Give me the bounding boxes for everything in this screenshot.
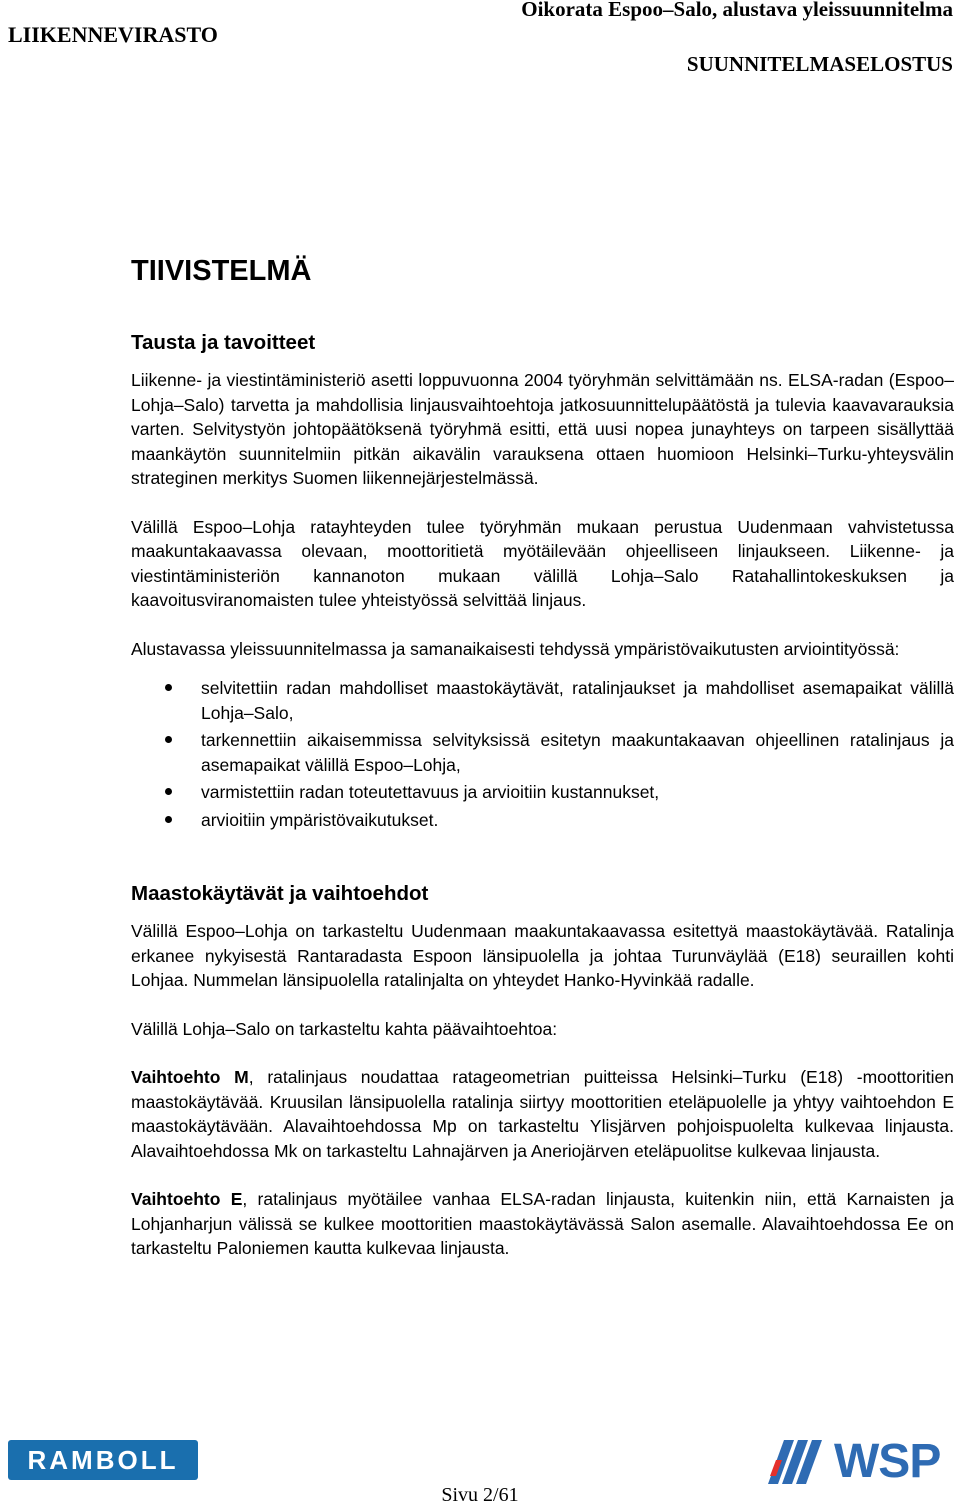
- header-project-title: Oikorata Espoo–Salo, alustava yleissuunnitelma: [521, 0, 953, 21]
- list-item: varmistettiin radan toteutettavuus ja arvioitiin kustannukset,: [131, 780, 954, 805]
- section-heading-background: Tausta ja tavoitteet: [131, 331, 316, 354]
- page-title: TIIVISTELMÄ: [131, 255, 312, 287]
- list-item: tarkennettiin aikaisemmissa selvityksissä esitetyn maakuntakaavan ohjeellinen ratalinjaus ja asemapaikat välillä Espoo–Lohja,: [131, 728, 954, 777]
- paragraph: Alustavassa yleissuunnitelmassa ja samanaikaisesti tehdyssä ympäristövaikutusten arviointityössä:: [131, 638, 900, 659]
- alternative-e-text: , ratalinjaus myötäilee vanhaa ELSA-radan linjausta, kuitenkin niin, että Karnaisten ja Lohjanharjun välissä se kulkee moottoritien maastokäytävässä Salon asemalle. Alavaihtoehdossa Ee on tarkasteltu Paloniemen kautta kulkevaa linjausta.: [131, 1189, 955, 1258]
- paragraph: Liikenne- ja viestintäministeriö asetti loppuvuonna 2004 työryhmän selvittämään ns. ELSA-radan (Espoo–Lohja–Salo) tarvetta ja mahdollisia linjausvaihtoehtoja jatkosuunnittelupäätöstä ja tulevia kaavavarauksia varten. Selvitystyön johtopäätöksenä työryhmä esitti, että uusi nopea junayhteys on tarpeen sisällyttää maankäytön suunnitelmiin pitkän aikavälin varauksena ottaen huomioon Helsinki–Turku-yhteysvälin strateginen merkitys Suomen liikennejärjestelmässä.: [131, 370, 954, 488]
- ramboll-logo: [8, 1440, 198, 1480]
- alternative-m-label: Vaihtoehto M: [131, 1067, 249, 1087]
- paragraph: Välillä Espoo–Lohja ratayhteyden tulee työryhmän mukaan perustua Uudenmaan vahvistetussa maakuntakaavassa olevaan, moottoritietä myötäilevään ohjeelliseen linjaukseen. Liikenne- ja viestintäministeriön kannanoton mukaan välillä Lohja–Salo Ratahallintokeskuksen ja kaavoitusviranomaisten tulee yhteistyössä selvittää linjaus.: [131, 516, 954, 610]
- paragraph: Välillä Lohja–Salo on tarkasteltu kahta päävaihtoehtoa:: [131, 1018, 558, 1039]
- paragraph-alternative-m: [131, 1065, 954, 1163]
- header-document-type: SUUNNITELMASELOSTUS: [686, 52, 953, 76]
- paragraph-alternative-e: [131, 1187, 954, 1261]
- ramboll-logo-text: RAMBOLL: [8, 1440, 198, 1480]
- paragraph: Välillä Espoo–Lohja on tarkasteltu Uudenmaan maakuntakaavassa esitettyä maastokäytävää. Ratalinja erkanee nykyisestä Rantaradasta Espoon länsipuolella ja johtaa Turunväylää (E18) seuraillen kohti Lohjaa. Nummelan länsipuolella ratalinjalta on yhteydet Hanko-Hyvinkää radalle.: [131, 921, 954, 990]
- bullet-list: [131, 676, 954, 832]
- list-item: arvioitiin ympäristövaikutukset.: [131, 808, 954, 833]
- wsp-logo-text: WSP: [834, 1435, 941, 1488]
- document-body: [131, 253, 954, 1261]
- alternative-m-text: , ratalinjaus noudattaa ratageometrian puitteissa Helsinki–Turku (E18) -moottoritien maastokäytävää. Kruusilan länsipuolella ratalinja siirtyy moottoritien eteläpuolelle ja yhtyy vaihtoehdon E maastokäytävään. Alavaihtoehdossa Mp on tarkasteltu Ylisjärven pohjoispuolelta kulkevaa linjausta. Alavaihtoehdossa Mk on tarkasteltu Lahnajärven ja Aneriojärven eteläpuolitse kulkevaa linjausta.: [131, 1067, 954, 1161]
- alternative-e-label: Vaihtoehto E: [131, 1189, 243, 1209]
- list-item: selvitettiin radan mahdolliset maastokäytävät, ratalinjaukset ja mahdolliset asemapaikat välillä Lohja–Salo,: [131, 676, 954, 725]
- wsp-stripes-icon: [768, 1436, 830, 1488]
- header-organization: LIIKENNEVIRASTO: [8, 22, 218, 47]
- page-number: Sivu 2/61: [441, 1484, 519, 1506]
- wsp-logo: [768, 1436, 940, 1488]
- section-heading-corridors: Maastokäytävät ja vaihtoehdot: [131, 882, 429, 905]
